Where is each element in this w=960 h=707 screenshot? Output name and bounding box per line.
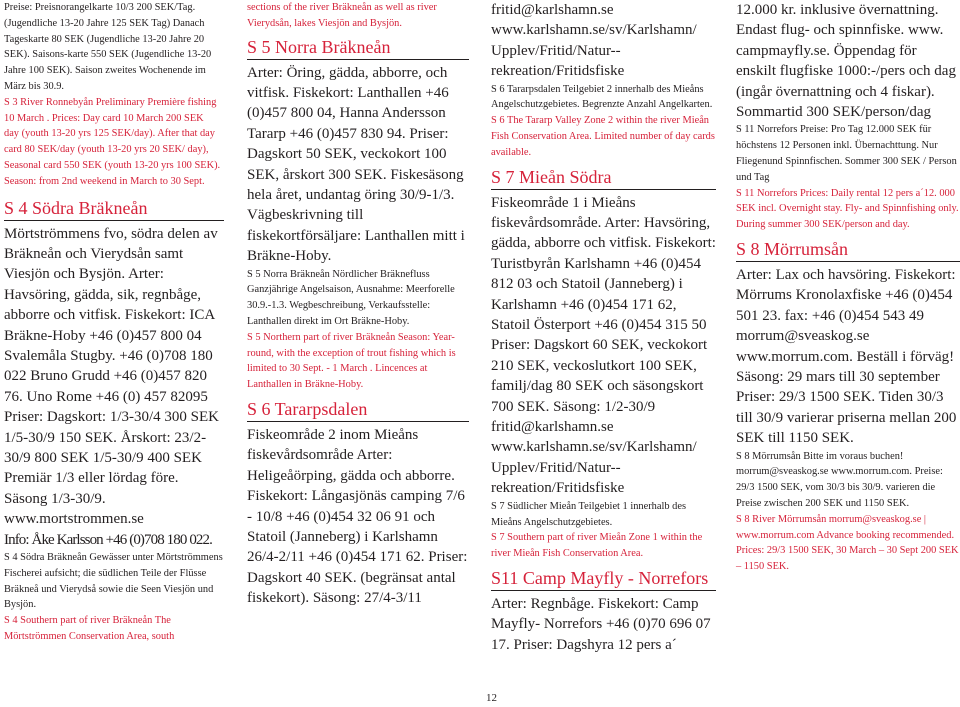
section-heading-s5: S 5 Norra Bräkneån (247, 36, 391, 57)
page-number: 12 (486, 692, 497, 704)
section-heading-s4: S 4 Södra Bräkneån (4, 197, 148, 218)
heading-rule (247, 421, 469, 422)
english-s4: S 4 Southern part of river Bräkneån The Mörtströmmen Conservation Area, south (4, 615, 175, 643)
column-1 (4, 0, 224, 645)
german-s11: S 11 Norrefors Preise: Pro Tag 12.000 SEK für höchstens 12 Personen inkl. Übernachttung. Nur Fliegenund Spinnfischen. Sommer 300 SEK / Person und Tag (736, 124, 957, 183)
heading-rule (491, 590, 716, 591)
column-2 (247, 0, 469, 609)
section-heading-s8: S 8 Mörrumsån (736, 239, 848, 260)
english-s3-intro: S 3 River Ronnebyån Preliminary Première fishing 10 March . Prices: Day card 10 March 200 SEK (4, 96, 217, 124)
swedish-body-s5: Arter: Öring, gädda, abborre, och vitfisk. Fiskekort: Lanthallen +46 (0)457 800 04, Hanna Andersson Tararp +46 (0)457 830 94. Priser: Dagskort 50 SEK, veckokort 100 SEK, årskort 300 SEK. Fiskesäsong hela året, undantag öring 30/9-1/3. Vägbeskrivning till fiskekortförsäljare: Lanthallen mitt i Bräkne-Hoby. (247, 64, 465, 265)
english-s7: S 7 Southern part of river Mieån Zone 1 within the river Mieån Fish Conservation Area. (491, 532, 703, 560)
heading-rule (491, 189, 716, 190)
heading-rule (247, 59, 469, 60)
column-4 (736, 0, 960, 575)
contact-continued: fritid@karlshamn.se www.karlshamn.se/sv/Karlshamn/ Upplev/Fritid/Natur--rekreation/Fritidsfiske (491, 2, 697, 80)
section-heading-s11: S11 Camp Mayfly - Norrefors (491, 567, 709, 588)
german-s6: S 6 Tararpsdalen Teilgebiet 2 innerhalb des Mieåns Angelschutzgebietes. Begrenzte Anzahl Angelkarten. (491, 83, 713, 111)
english-s6: S 6 The Tararp Valley Zone 2 within the river Mieån Fish Conservation Area. Limited number of day cards available. (491, 115, 715, 158)
section-heading-s6: S 6 Tararpsdalen (247, 399, 368, 420)
english-s5: S 5 Northern part of river Bräkneån Season: Year-round, with the exception of trout fishing which is limited to 30 Sept. - 1 March . Lincences at Lanthallen in Bräkne-Hoby. (247, 331, 456, 391)
column-3 (491, 0, 716, 655)
heading-rule (4, 220, 224, 221)
swedish-body-s8: Arter: Lax och havsöring. Fiskekort: Mörrums Kronolaxfiske +46 (0)454 501 23. fax: +46 (0)454 543 49 morrum@sveaskog.se www.morrum.com. Beställ i förväg! Säsong: 29 mars till 30 september Priser: 29/3 1500 SEK. Tiden 30/3 till 30/9 varierar priserna mellan 200 SEK till 1150 SEK. (736, 267, 957, 447)
english-s11: S 11 Norrefors Prices: Daily rental 12 pers a´12. 000 SEK incl. Overnight stay. Fly- and Spinnfishing only. During summer 300 SEK/person and day. (736, 187, 959, 231)
english-s3-prices: day (youth 13-20 yrs 125 SEK/day). After that day card 80 SEK/day (youth 13-20 yrs 20 SEK/ day), Seasonal card 550 SEK (youth 13-20 yrs 100 SEK). Season: from 2nd weekend in March to 30 Sept. (4, 128, 221, 187)
german-s7: S 7 Südlicher Mieån Teilgebiet 1 innerhalb des Mieåns Angelschutzgebietes. (491, 500, 687, 528)
swedish-body-s4: Mörtströmmens fvo, södra delen av Bräkneån och Vierydsån samt Viesjön och Bysjön. Arter: Havsöring, gädda, sik, regnbåge, abborre och vitfisk. Fiskekort: ICA Bräkne-Hoby +46 (0)457 800 04 Svalemåla Stugby. +46 (0)708 180 022 Bruno Grudd +46 (0)457 820 76. Uno Rome +46 (0) 457 82095 Priser: Dagskort: 1/3-30/4 300 SEK 1/5-30/9 150 SEK. Årskort: 23/2-30/9 800 SEK 1/5-30/9 400 SEK Premiär 1/3 eller lördag före. Säsong 1/3-30/9. www.mortstrommen.se (4, 225, 219, 528)
german-s5: S 5 Norra Bräkneån Nördlicher Bräknefluss Ganzjährige Angelsaison, Ausnahme: Meerforelle 30.9.-1.3. Wegbeschreibung, Verkaufsstelle: Lanthallen direkt im Ort Bräkne-Hoby. (247, 268, 455, 328)
info-line: Info: Åke Karlsson +46 (0)708 180 022. (4, 531, 212, 548)
swedish-body-s11-continued: 12.000 kr. inklusive övernattning. Endast flug- och spinnfiske. www. campmayfly.se. Öppendag för enskilt flugfiske 1000:-/pers och dag (ingår övernattning och 4 fiskar). Sommartid 300 SEK/person/dag (736, 2, 956, 121)
german-prices-s3: Preise: Preisnorangelkarte 10/3 200 SEK/Tag. (Jugendliche 13-20 Jahre 125 SEK Tag) Danach Tageskarte 80 SEK (Jugendliche 13-20 Jahre 20 SEK). Saisons-karte 550 SEK (Jugendliche 13-20 Jahre 100 SEK). Saison zweites Wochenende im März bis 30.9. (4, 2, 212, 92)
swedish-body-s7: Fiskeområde 1 i Mieåns fiskevårdsområde. Arter: Havsöring, gädda, abborre och vitfisk. Fiskekort: Turistbyrån Karlshamn +46 (0)454 812 03 och Statoil (Janneberg) i Karlshamn +46 (0)454 171 62, Statoil Österport +46 (0)454 315 50 Priser: Dagskort 60 SEK, veckokort 210 SEK, veckoslutkort 100 SEK, familj/dag 80 SEK och säsongskort 700 SEK. Säsong: 1/2-30/9 fritid@karlshamn.se www.karlshamn.se/sv/Karlshamn/ Upplev/Fritid/Natur--rekreation/Fritidsfiske (491, 194, 716, 497)
english-s4-continued: sections of the river Bräkneån as well as river Vierydsån, lakes Viesjön and Bysjön. (247, 2, 437, 29)
swedish-body-s11: Arter: Regnbåge. Fiskekort: Camp Mayfly- Norrefors +46 (0)70 696 07 17. Priser: Dagshyra 12 pers a´ (491, 595, 711, 653)
german-s4: S 4 Södra Bräkneån Gewässer unter Mörtströmmens Fischerei aufsicht; die südlichen Teile der Flüsse Bräkneå und Vierydså sowie die Seen Viesjön und Bysjön. (4, 552, 223, 611)
german-s8: S 8 Mörrumsån Bitte im voraus buchen! morrum@sveaskog.se www.morrum.com. Preise: 29/3 1500 SEK, vom 30/3 bis 30/9. varieren die Preise zwischen 200 SEK und 1150 SEK. (736, 450, 943, 510)
swedish-body-s6: Fiskeområde 2 inom Mieåns fiskevårdsområde Arter: Heligeåörping, gädda och abborre. Fiskekort: Långasjönäs camping 7/6 - 10/8 +46 (0)454 32 06 91 och Statoil (Janneberg) i Karlshamn 26/4-2/11 +46 (0)454 171 62. Priser: Dagskort 40 SEK. (begränsat antal fiskekort). Säsong: 27/4-3/11 (247, 427, 468, 607)
english-s8: S 8 River Mörrumsån morrum@sveaskog.se | www.morrum.com Advance booking recommended. Prices: 29/3 1500 SEK, 30 March – 30 Sept 200 SEK – 1150 SEK. (736, 513, 959, 573)
heading-rule (736, 261, 960, 262)
section-heading-s7: S 7 Mieån Södra (491, 166, 612, 187)
